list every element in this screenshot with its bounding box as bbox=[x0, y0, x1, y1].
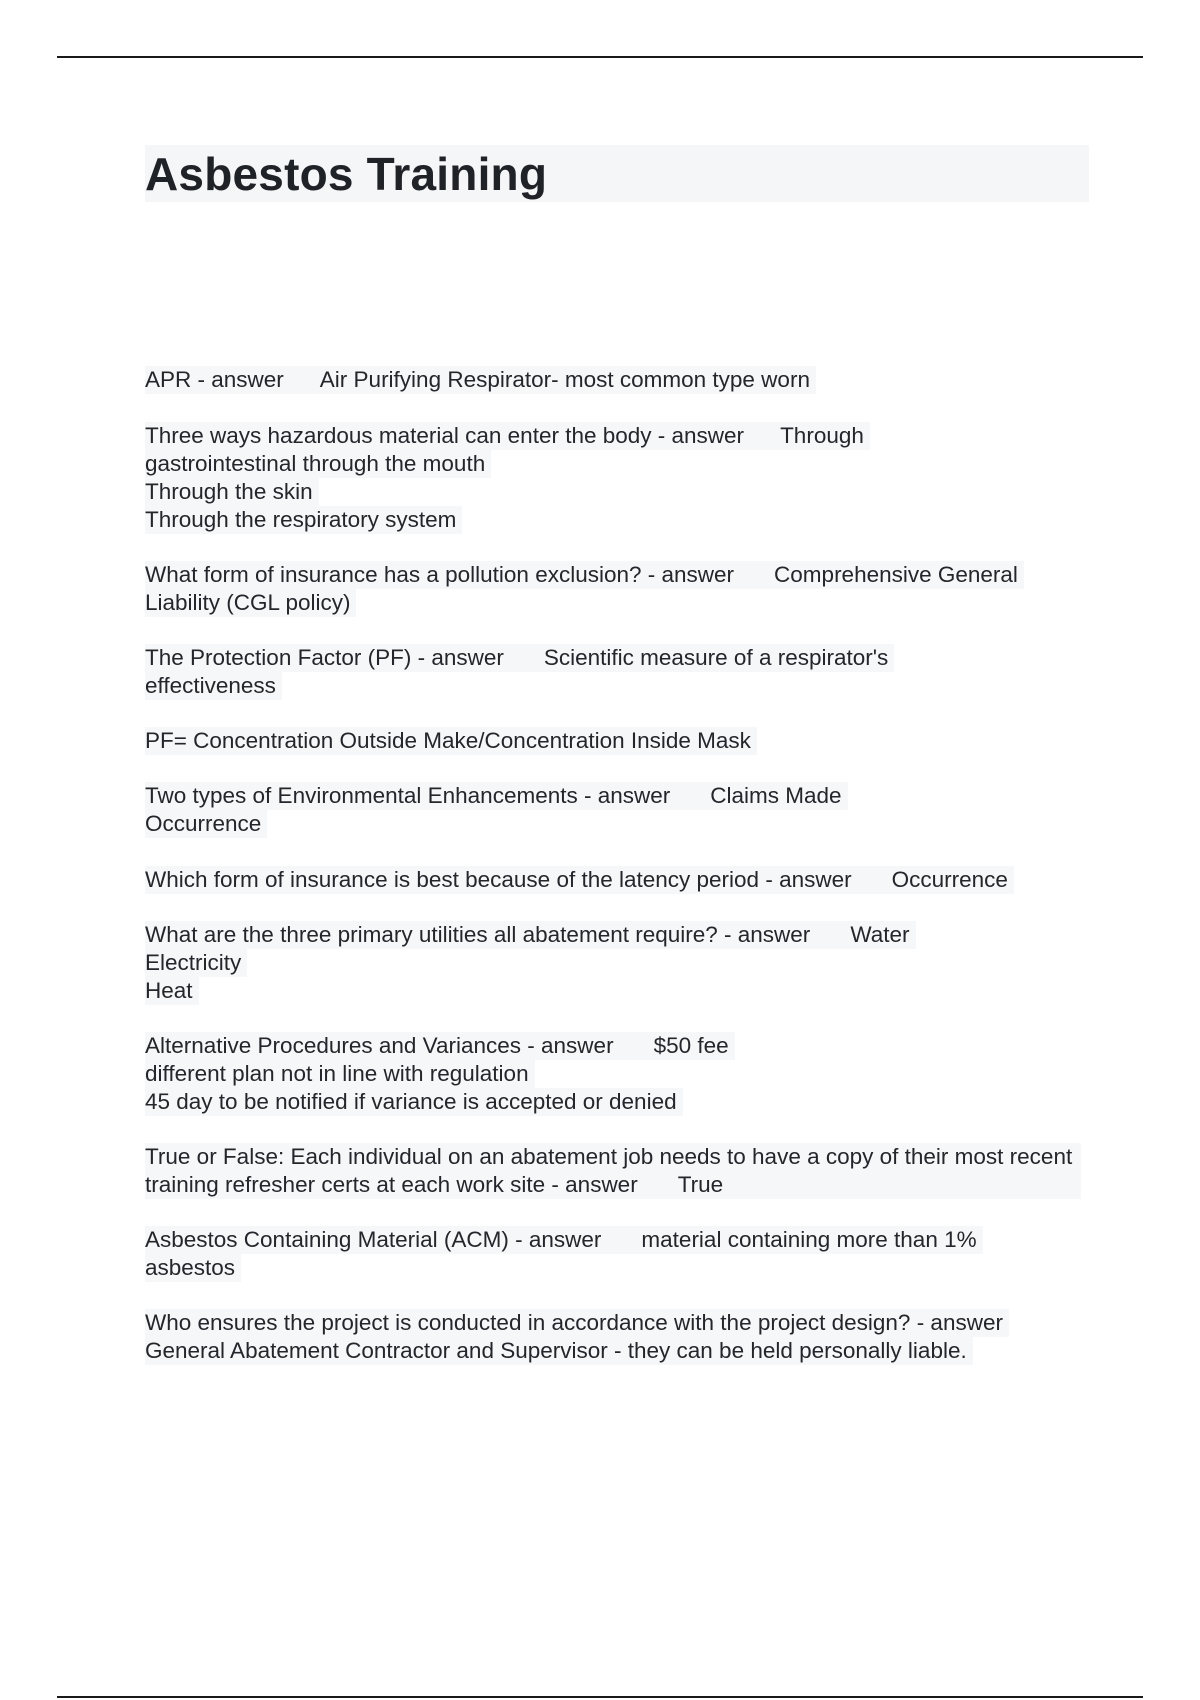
top-rule bbox=[57, 56, 1143, 58]
flashcard bbox=[145, 866, 1095, 894]
answer-text: asbestos bbox=[145, 1254, 241, 1282]
answer-text: 45 day to be notified if variance is accepted or denied bbox=[145, 1088, 683, 1116]
flashcard bbox=[145, 366, 1095, 394]
answer-text: gastrointestinal through the mouth bbox=[145, 450, 491, 478]
answer-text: PF= Concentration Outside Make/Concentration Inside Mask bbox=[145, 727, 757, 755]
question-text: Who ensures the project is conducted in accordance with the project design? - answer bbox=[145, 1310, 1003, 1335]
answer-text: material containing more than 1% bbox=[641, 1227, 977, 1252]
answer-text: Claims Made bbox=[710, 783, 842, 808]
answer-text: Through bbox=[780, 423, 864, 448]
question-text: The Protection Factor (PF) - answer bbox=[145, 645, 504, 670]
answer-text: Heat bbox=[145, 977, 199, 1005]
answer-text: Air Purifying Respirator- most common type worn bbox=[319, 367, 810, 392]
question-text: Three ways hazardous material can enter the body - answer bbox=[145, 423, 745, 448]
flashcard-list bbox=[145, 366, 1095, 1365]
answer-text: Occurrence bbox=[891, 867, 1008, 892]
answer-text: Comprehensive General bbox=[774, 562, 1018, 587]
flashcard bbox=[145, 644, 1095, 755]
question-text: True or False: Each individual on an abatement job needs to have a copy of their most recent training refresher certs at each work site - answer bbox=[145, 1144, 1073, 1197]
question-text: What form of insurance has a pollution exclusion? - answer bbox=[145, 562, 735, 587]
answer-text: Electricity bbox=[145, 949, 247, 977]
answer-text: General Abatement Contractor and Supervisor - they can be held personally liable. bbox=[145, 1337, 973, 1365]
question-text: Which form of insurance is best because of the latency period - answer bbox=[145, 867, 852, 892]
flashcard bbox=[145, 561, 1095, 617]
answer-text: Through the skin bbox=[145, 478, 319, 506]
answer-text: Through the respiratory system bbox=[145, 506, 462, 534]
answer-text: Occurrence bbox=[145, 810, 267, 838]
answer-text: True bbox=[677, 1172, 724, 1197]
answer-text: effectiveness bbox=[145, 672, 282, 700]
question-text: Alternative Procedures and Variances - answer bbox=[145, 1033, 614, 1058]
flashcard bbox=[145, 921, 1095, 1005]
question-text: Two types of Environmental Enhancements - answer bbox=[145, 783, 671, 808]
question-text: What are the three primary utilities all abatement require? - answer bbox=[145, 922, 811, 947]
flashcard bbox=[145, 1226, 1095, 1282]
flashcard bbox=[145, 782, 1095, 838]
flashcard bbox=[145, 1309, 1095, 1365]
answer-text: Liability (CGL policy) bbox=[145, 589, 356, 617]
bottom-rule bbox=[57, 1696, 1143, 1698]
question-text: Asbestos Containing Material (ACM) - answer bbox=[145, 1227, 602, 1252]
answer-text: $50 fee bbox=[653, 1033, 729, 1058]
flashcard bbox=[145, 1032, 1095, 1116]
question-text: APR - answer bbox=[145, 367, 284, 392]
flashcard bbox=[145, 422, 1095, 534]
page-title: Asbestos Training bbox=[145, 148, 548, 200]
answer-text: Water bbox=[850, 922, 910, 947]
flashcard bbox=[145, 1143, 1095, 1199]
answer-text: Scientific measure of a respirator's bbox=[543, 645, 889, 670]
answer-text: different plan not in line with regulation bbox=[145, 1060, 535, 1088]
